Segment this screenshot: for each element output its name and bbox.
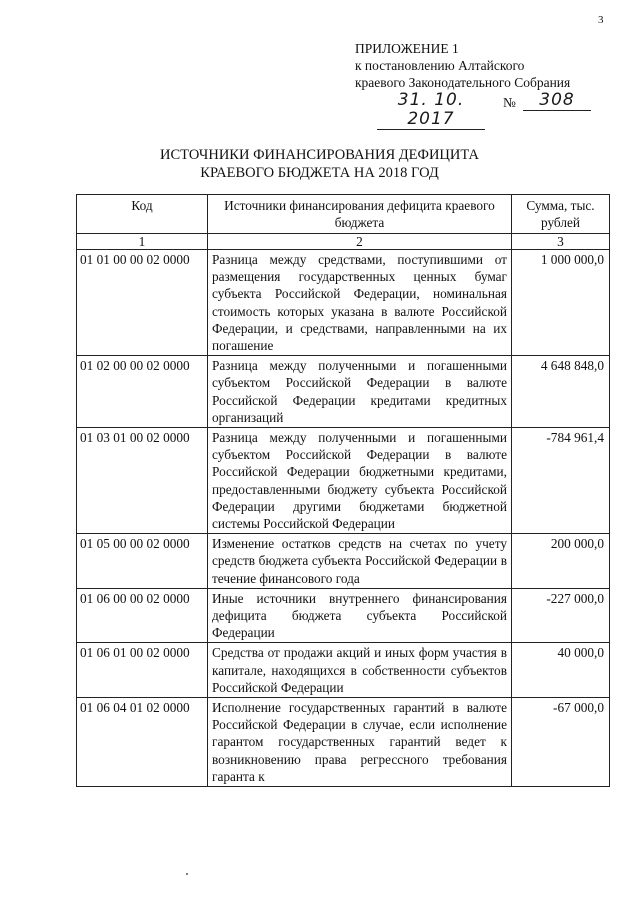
table-header-row — [77, 195, 610, 234]
row-description: Разница между полученными и погашенными субъектом Российской Федерации в валюте Российской Федерации бюджетными кредитами, предоставленными бюджету субъекта Российской Федерации другими бюджетами бюджетной системы Российской Федерации — [208, 428, 512, 534]
table-row — [77, 534, 610, 589]
row-code: 01 05 00 00 02 0000 — [77, 534, 208, 589]
appendix-resolution-line: к постановлению Алтайского — [355, 58, 525, 73]
column-number-1: 1 — [77, 234, 208, 250]
appendix-assembly-line: краевого Законодательного Собрания — [355, 75, 571, 90]
row-description: Разница между полученными и погашенными субъектом Российской Федерации в валюте Российской Федерации кредитами кредитных организаций — [208, 356, 512, 428]
row-description: Средства от продажи акций и иных форм участия в капитале, находящихся в собственности субъектов Российской Федерации — [208, 643, 512, 698]
header-amount: Сумма, тыс. рублей — [512, 195, 610, 234]
title-line-2: КРАЕВОГО БЮДЖЕТА НА 2018 ГОД — [200, 165, 439, 181]
table-row — [77, 428, 610, 534]
row-description: Иные источники внутреннего финансирования дефицита бюджета субъекта Российской Федерации — [208, 588, 512, 643]
column-number-3: 3 — [512, 234, 610, 250]
table-row — [77, 356, 610, 428]
scan-speck — [186, 873, 188, 875]
table-row — [77, 698, 610, 787]
row-code: 01 01 00 00 02 0000 — [77, 250, 208, 356]
row-code: 01 06 01 00 02 0000 — [77, 643, 208, 698]
header-code: Код — [77, 195, 208, 234]
row-code: 01 06 00 00 02 0000 — [77, 588, 208, 643]
row-amount: 4 648 848,0 — [512, 356, 610, 428]
title-line-1: ИСТОЧНИКИ ФИНАНСИРОВАНИЯ ДЕФИЦИТА — [160, 147, 479, 163]
row-code: 01 06 04 01 02 0000 — [77, 698, 208, 787]
row-code: 01 03 01 00 02 0000 — [77, 428, 208, 534]
row-amount: -784 961,4 — [512, 428, 610, 534]
handwritten-date: 31. 10. 2017 — [377, 91, 485, 130]
table-row — [77, 643, 610, 698]
page-number: 3 — [598, 14, 604, 26]
appendix-heading: ПРИЛОЖЕНИЕ 1 — [355, 41, 459, 56]
row-code: 01 02 00 00 02 0000 — [77, 356, 208, 428]
header-source: Источники финансирования дефицита краевого бюджета — [208, 195, 512, 234]
budget-sources-table — [76, 194, 610, 787]
row-amount: -67 000,0 — [512, 698, 610, 787]
row-amount: 200 000,0 — [512, 534, 610, 589]
table-row — [77, 588, 610, 643]
row-description: Исполнение государственных гарантий в валюте Российской Федерации в случае, если исполнение гарантом государственных гарантий ведет к возникновению права регрессного требования гаранта к — [208, 698, 512, 787]
row-description: Изменение остатков средств на счетах по учету средств бюджета субъекта Российской Федерации в течение финансового года — [208, 534, 512, 589]
row-amount: -227 000,0 — [512, 588, 610, 643]
number-sign: № — [503, 95, 516, 110]
row-description: Разница между средствами, поступившими от размещения государственных ценных бумаг субъекта Российской Федерации, номинальная стоимость которых указана в валюте Российской Федерации, и средствами, направленными на их погашение — [208, 250, 512, 356]
row-amount: 1 000 000,0 — [512, 250, 610, 356]
row-amount: 40 000,0 — [512, 643, 610, 698]
column-number-row — [77, 234, 610, 250]
handwritten-number: 308 — [523, 91, 591, 111]
column-number-2: 2 — [208, 234, 512, 250]
table-row — [77, 250, 610, 356]
